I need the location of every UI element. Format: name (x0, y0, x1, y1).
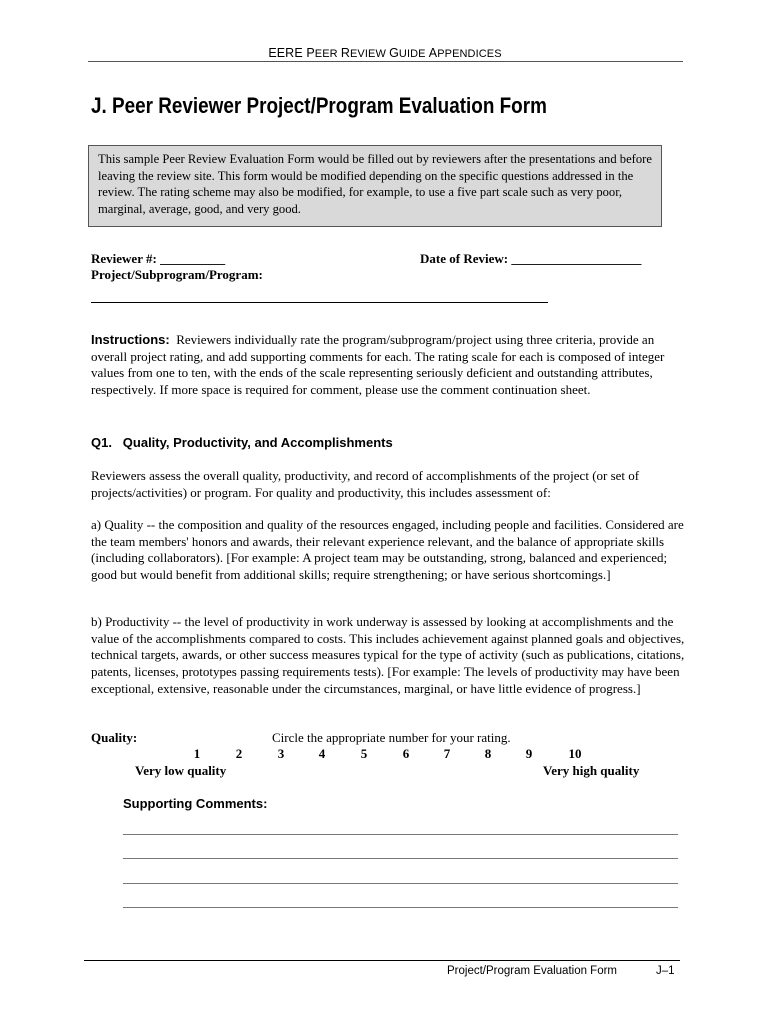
comment-line-1[interactable] (123, 834, 678, 835)
rating-option-7[interactable]: 7 (443, 746, 451, 761)
rating-option-2[interactable]: 2 (235, 746, 243, 761)
footer-rule (84, 960, 680, 961)
comment-line-2[interactable] (123, 858, 678, 859)
productivity-definition-paragraph: b) Productivity -- the level of productivity in work underway is assessed by looking at accomplishments and the value of the accomplishments compared to costs. This includes achievement against planned goals and objectives, technical targets, awards, or other success measures typical for the type of activity (such as publications, citations, patents, licenses, prototypes passing requirements tests). [For example: The levels of productivity may have been exceptional, extensive, reasonable under the circumstances, marginal, or have little evidence of progress.] (91, 614, 685, 696)
rating-option-9[interactable]: 9 (525, 746, 533, 761)
project-program-input-line[interactable] (91, 302, 548, 303)
scale-low-label: Very low quality (135, 763, 227, 778)
reviewer-number-field[interactable]: Reviewer #: __________ (91, 251, 226, 266)
header-rule (88, 61, 683, 62)
running-header: EERE PEER REVIEW GUIDE APPENDICES (268, 46, 502, 60)
rating-option-4[interactable]: 4 (318, 746, 326, 761)
q1-heading: Q1. Quality, Productivity, and Accomplishments (91, 435, 393, 450)
footer-page-number: J–1 (656, 965, 675, 977)
rating-option-10[interactable]: 10 (568, 746, 582, 761)
intro-note-box: This sample Peer Review Evaluation Form would be filled out by reviewers after the presentations and before leaving the review site. This form would be modified depending on the specific questions addressed in the review. The rating scheme may also be modified, for example, to use a five part scale such as very poor, marginal, average, good, and very good. (88, 145, 662, 227)
date-of-review-field[interactable]: Date of Review: ____________________ (420, 251, 642, 266)
supporting-comments-label: Supporting Comments: (123, 796, 268, 811)
instructions-lead: Instructions: (91, 332, 170, 347)
rating-instruction: Circle the appropriate number for your rating. (272, 730, 511, 745)
project-program-field-label: Project/Subprogram/Program: (91, 267, 263, 282)
instructions-paragraph (91, 332, 685, 399)
instructions-text: Reviewers individually rate the program/subprogram/project using three criteria, provide an overall project rating, and add supporting comments for each. The rating scale for each is composed of integer values from one to ten, with the ends of the scale representing seriously deficient and outstanding attributes, respectively. If more space is required for comment, please use the comment continuation sheet. (91, 332, 665, 398)
rating-option-3[interactable]: 3 (277, 746, 285, 761)
rating-option-5[interactable]: 5 (360, 746, 368, 761)
comment-line-4[interactable] (123, 907, 678, 908)
comment-line-3[interactable] (123, 883, 678, 884)
q1-intro-paragraph: Reviewers assess the overall quality, productivity, and record of accomplishments of the project (or set of projects/activities) or program. For quality and productivity, this includes assessment of: (91, 468, 640, 500)
footer-title: Project/Program Evaluation Form (447, 965, 618, 977)
rating-option-1[interactable]: 1 (193, 746, 201, 761)
rating-option-8[interactable]: 8 (484, 746, 492, 761)
rating-option-6[interactable]: 6 (402, 746, 410, 761)
quality-definition-paragraph: a) Quality -- the composition and quality of the resources engaged, including people and facilities. Considered are the team members' honors and awards, their relevant experience relevant, and the balance of appropriate skills (including collaborators). [For example: A project team may be outstanding, strong, balanced and experienced; good but would benefit from additional skills; require strengthening; or have serious shortcomings.] (91, 517, 684, 583)
scale-high-label: Very high quality (543, 763, 640, 778)
form-title: J. Peer Reviewer Project/Program Evaluation Form (91, 93, 547, 118)
quality-rating-label: Quality: (91, 730, 138, 745)
